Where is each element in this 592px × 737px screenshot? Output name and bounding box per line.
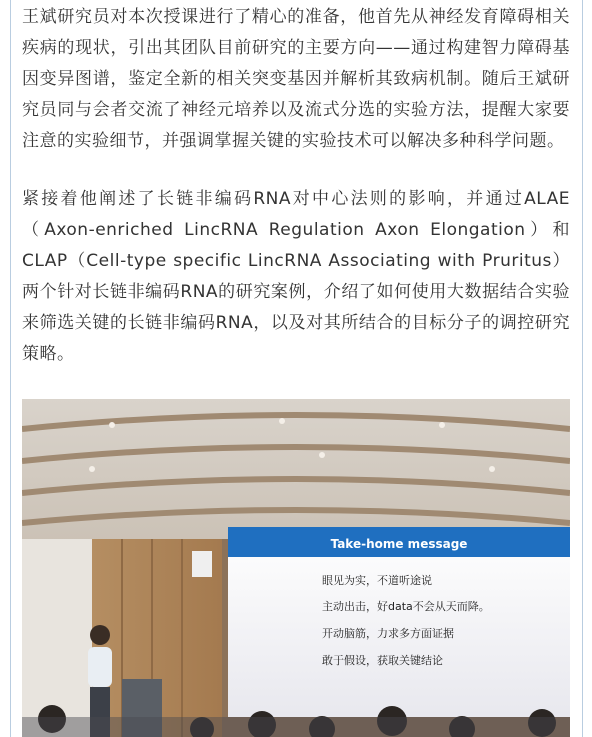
slide-title: Take-home message: [330, 537, 468, 551]
left-border-line: [10, 0, 11, 737]
wall-speaker: [192, 551, 212, 577]
paragraph-1: 王斌研究员对本次授课进行了精心的准备，他首先从神经发育障碍相关疾病的现状，引出其团队目前研究的主要方向——通过构建智力障碍基因变异图谱，鉴定全新的相关突变基因并解析其致病机制。随后王斌研究员同与会者交流了神经元培养以及流式分选的实验方法，提醒大家要注意的实验细节，并强调掌握关键的实验技术可以解决多种科学问题。: [22, 7, 570, 151]
paragraph-2: 紧接着他阐述了长链非编码RNA对中心法则的影响，并通过ALAE（Axon-enriched LincRNA Regulation Axon Elongation）和CLAP（Cell-type specific LincRNA Associating with Pruritus）两个针对长链非编码RNA的研究案例，介绍了如何使用大数据结合实验来筛选关键的长链非编码RNA，以及对其所结合的目标分子的调控研究策略。: [22, 189, 570, 364]
slide-line-2: 主动出击，好data不会从天而降。: [322, 600, 490, 613]
slide-line-4: 敢于假设，获取关键结论: [322, 654, 443, 667]
slide-line-1: 眼见为实，不道听途说: [322, 574, 432, 587]
right-border-line: [582, 0, 583, 737]
slide-line-3: 开动脑筋，力求多方面证据: [322, 627, 454, 640]
lecture-photo: [22, 399, 570, 737]
lecture-photo-illustration: [22, 399, 570, 737]
